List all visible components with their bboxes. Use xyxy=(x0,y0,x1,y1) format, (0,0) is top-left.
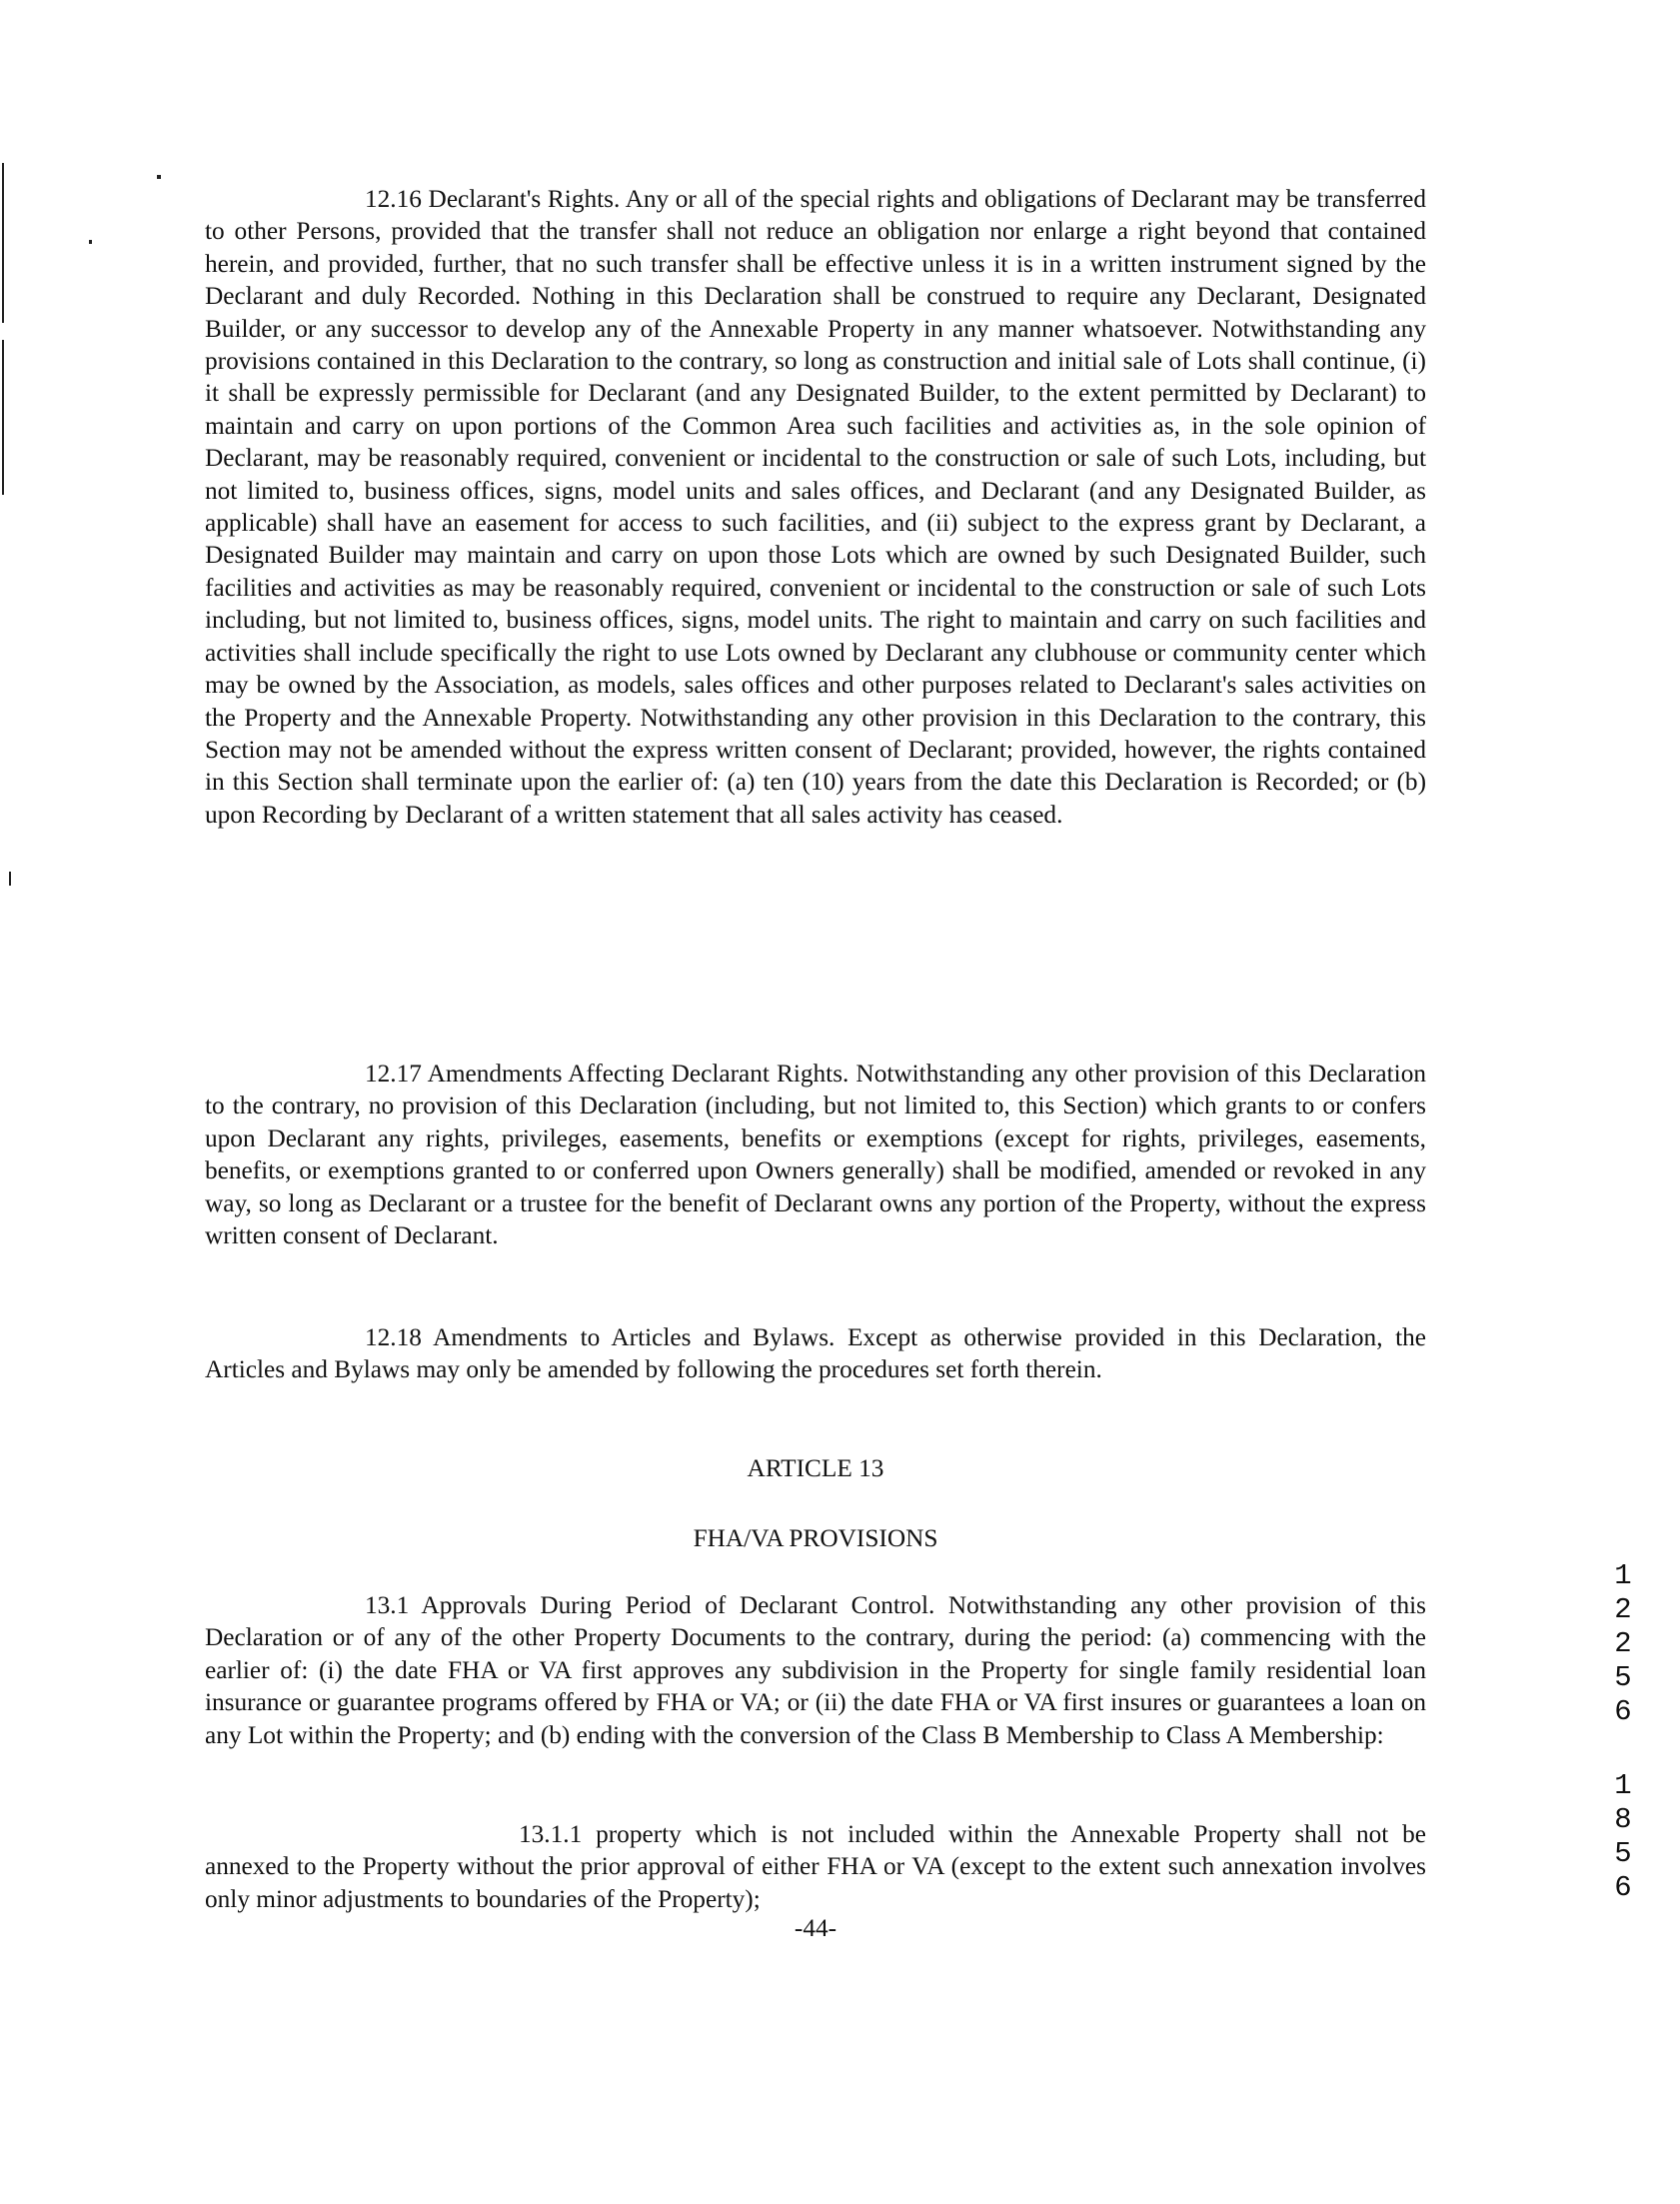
section-13-1-1-heading: 13.1.1 xyxy=(519,1820,583,1848)
stamp-gap xyxy=(1606,1729,1640,1769)
section-13-1 xyxy=(205,1589,1426,1751)
stamp-digit: 5 xyxy=(1614,1661,1632,1694)
stamp-digit: 6 xyxy=(1614,1695,1632,1728)
page-number: -44- xyxy=(794,1914,838,1942)
article-number: ARTICLE 13 xyxy=(747,1454,884,1482)
section-12-18-body: Except as otherwise provided in this Declaration, the Articles and Bylaws may only be amended by following the procedures set forth therein. xyxy=(205,1323,1426,1384)
stamp-digit: 1 xyxy=(1614,1769,1632,1802)
scan-speck xyxy=(157,175,161,179)
section-13-1-1 xyxy=(205,1818,1426,1915)
stamp-digit: 6 xyxy=(1614,1871,1632,1904)
section-12-16 xyxy=(205,183,1426,831)
stamp-digit: 5 xyxy=(1614,1837,1632,1870)
article-title: FHA/VA PROVISIONS xyxy=(693,1524,938,1552)
scan-speck xyxy=(89,240,92,244)
scan-edge-line xyxy=(2,163,4,323)
section-12-16-heading: 12.16 Declarant's Rights. xyxy=(365,185,621,213)
section-12-17-heading: 12.17 Amendments Affecting Declarant Rights. xyxy=(365,1060,849,1088)
stamp-digit: 1 xyxy=(1614,1559,1632,1592)
stamp-digit: 2 xyxy=(1614,1593,1632,1626)
stamp-digit: 8 xyxy=(1614,1803,1632,1836)
section-12-18 xyxy=(205,1321,1426,1386)
section-13-1-1-body: property which is not included within the Annexable Property shall not be annexed to the Property without the prior approval of either FHA or VA (except to the extent such annexation involves only minor adjustments to boundaries of the Property); xyxy=(205,1820,1426,1913)
stamp-digit: 2 xyxy=(1614,1627,1632,1660)
section-13-1-body: Notwithstanding any other provision of this Declaration or of any of the other Property Documents to the contrary, during the period: (a) commencing with the earlier of: (i) the date FHA or VA first approves any subdivision in the Property for single family residential loan insurance or guarantee programs offered by FHA or VA; or (ii) the date FHA or VA first insures or guarantees a loan on any Lot within the Property; and (b) ending with the conversion of the Class B Membership to Class A Membership: xyxy=(205,1591,1426,1749)
scan-edge-line xyxy=(9,872,11,886)
scan-edge-line xyxy=(2,340,4,495)
section-13-1-heading: 13.1 Approvals During Period of Declarant Control. xyxy=(365,1591,935,1619)
section-12-16-body: Any or all of the special rights and obligations of Declarant may be transferred to other Persons, provided that the transfer shall not reduce an obligation nor enlarge a right beyond that contained herein, and provided, further, that no such transfer shall be effective unless it is in a written instrument signed by the Declarant and duly Recorded. Nothing in this Declaration shall be construed to require any Declarant, Designated Builder, or any successor to develop any of the Annexable Property in any manner whatsoever. Notwithstanding any provisions contained in this Declaration to the contrary, so long as construction and initial sale of Lots shall continue, (i) it shall be expressly permissible for Declarant (and any Designated Builder, to the extent permitted by Declarant) to maintain and carry on upon portions of the Common Area such facilities and activities as, in the sole opinion of Declarant, may be reasonably required, convenient or incidental to the construction or sale of such Lots, including, but not limited to, business offices, signs, model units and sales offices, and Declarant (and any Designated Builder, as applicable) shall have an easement for access to such facilities, and (ii) subject to the express grant by Declarant, a Designated Builder may maintain and carry on upon those Lots which are owned by such Designated Builder, such facilities and activities as may be reasonably required, convenient or incidental to the construction or sale of such Lots including, but not limited to, business offices, signs, model units. The right to maintain and carry on such facilities and activities shall include specifically the right to use Lots owned by Declarant any clubhouse or community center which may be owned by the Association, as models, sales offices and other purposes related to Declarant's sales activities on the Property and the Annexable Property. Notwithstanding any other provision in this Declaration to the contrary, this Section may not be amended without the express written consent of Declarant; provided, however, the rights contained in this Section shall terminate upon the earlier of: (a) ten (10) years from the date this Declaration is Recorded; or (b) upon Recording by Declarant of a written statement that all sales activity has ceased. xyxy=(205,185,1426,829)
section-12-17-body: Notwithstanding any other provision of this Declaration to the contrary, no provision of this Declaration (including, but not limited to, this Section) which grants to or confers upon Declarant any rights, privileges, easements, benefits or exemptions (except for rights, privileges, easements, benefits, or exemptions granted to or conferred upon Owners generally) shall be modified, amended or revoked in any way, so long as Declarant or a trustee for the benefit of Declarant owns any portion of the Property, without the express written consent of Declarant. xyxy=(205,1060,1426,1250)
recording-stamp xyxy=(1606,1559,1640,1905)
section-12-18-heading: 12.18 Amendments to Articles and Bylaws. xyxy=(365,1323,836,1351)
section-12-17 xyxy=(205,1058,1426,1251)
